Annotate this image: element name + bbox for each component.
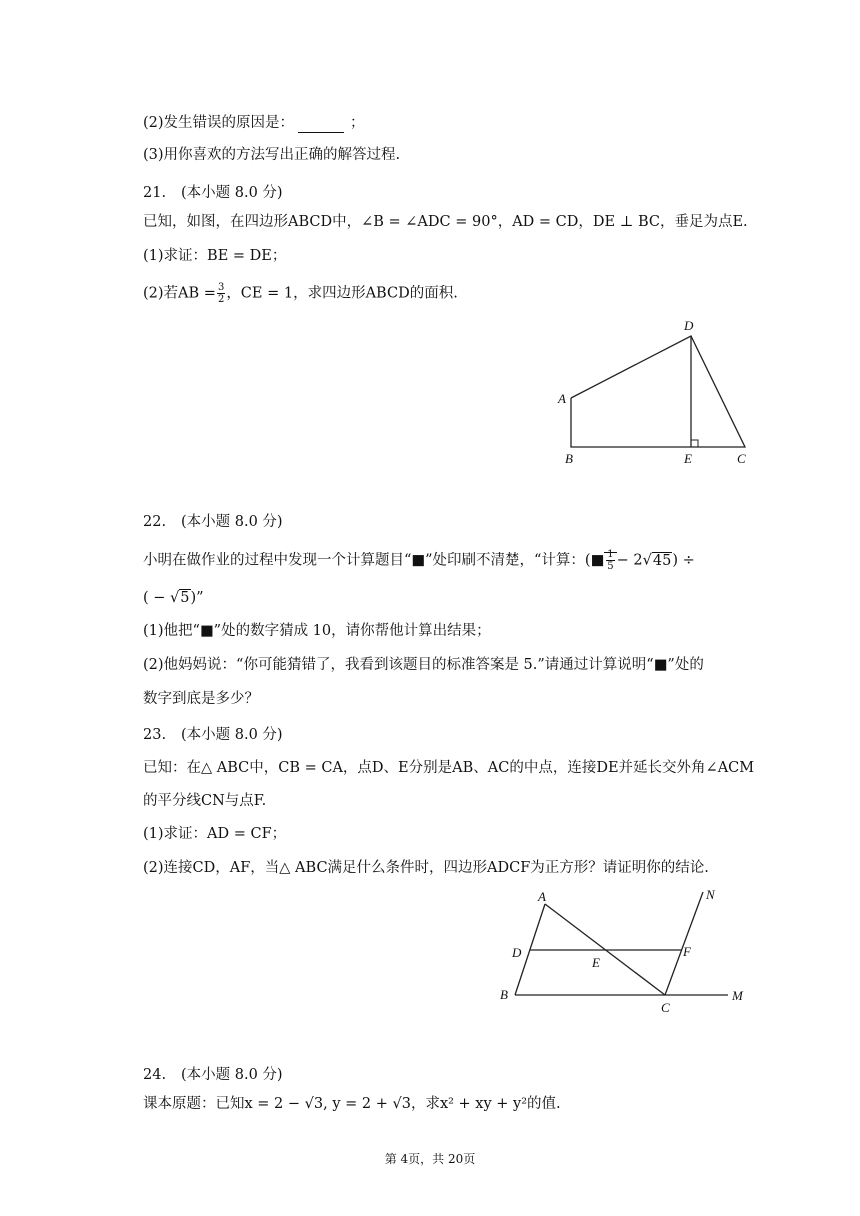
q22-stem-line2: ( − √5)” — [143, 590, 204, 606]
label-n: N — [706, 887, 715, 902]
q21-stem: 已知，如图，在四边形ABCD中，∠B = ∠ADC = 90°，AD = CD，DE ⊥ BC，垂足为点E. — [143, 214, 748, 230]
label-m: M — [732, 988, 743, 1003]
label-c: C — [737, 451, 746, 466]
label-d: D — [684, 318, 694, 333]
q24-header: 24. (本小题 8.0 分) — [143, 1067, 283, 1083]
label-b: B — [500, 987, 508, 1002]
fraction-three-halves: $\frac{3}{2}$ — [217, 282, 225, 305]
page-footer: 第 4页，共 20页 — [384, 1152, 476, 1166]
q23-part2: (2)连接CD，AF，当△ ABC满足什么条件时，四边形ADCF为正方形？请证明你的结论. — [143, 860, 709, 876]
q20-part3: (3)用你喜欢的方法写出正确的解答过程. — [143, 147, 401, 163]
label-a: A — [538, 889, 546, 904]
q21-part1: (1)求证：BE = DE； — [143, 248, 287, 264]
label-a: A — [558, 391, 566, 406]
q22-stem-line1: 小明在做作业的过程中发现一个计算题目“■”处印刷不清楚，“计算：(■ $\frac{1}{5}$ − 2√45) ÷ — [143, 549, 695, 572]
q24-stem: 课本原题：已知x = 2 − √3, y = 2 + √3，求x² + xy + y²的值. — [143, 1096, 561, 1112]
q20-part2: (2)发生错误的原因是： ； — [143, 115, 365, 131]
q23-stem-line1: 已知：在△ ABC中，CB = CA，点D、E分别是AB、AC的中点，连接DE并延长交外角∠ACM — [143, 760, 755, 776]
quadrilateral-abcd — [571, 336, 745, 447]
label-f: F — [683, 944, 691, 959]
answer-blank — [298, 118, 344, 133]
label-d: D — [512, 945, 522, 960]
q21-part2: (2)若AB = $\frac{3}{2}$ ，CE = 1，求四边形ABCD的面积. — [143, 282, 458, 305]
q23-part1: (1)求证：AD = CF； — [143, 826, 287, 842]
label-e: E — [684, 451, 692, 466]
q23-stem-line2: 的平分线CN与点F. — [143, 793, 267, 809]
q21-figure — [550, 312, 760, 472]
q23-header: 23. (本小题 8.0 分) — [143, 727, 283, 743]
label-b: B — [565, 451, 573, 466]
label-e: E — [592, 955, 600, 970]
q22-part2-line2: 数字到底是多少？ — [143, 691, 259, 707]
q22-header: 22. (本小题 8.0 分) — [143, 514, 283, 530]
sqrt-one-fifth: $\frac{1}{5}$ — [604, 552, 616, 569]
q23-figure — [490, 882, 760, 1022]
q22-part1: (1)他把“■”处的数字猜成 10，请你帮他计算出结果； — [143, 623, 491, 639]
right-angle-mark — [691, 440, 698, 447]
q21-header: 21. (本小题 8.0 分) — [143, 185, 283, 201]
label-c: C — [661, 1000, 670, 1015]
q22-part2-line1: (2)他妈妈说：“你可能猜错了，我看到该题目的标准答案是 5.”请通过计算说明“■”处的 — [143, 657, 704, 673]
